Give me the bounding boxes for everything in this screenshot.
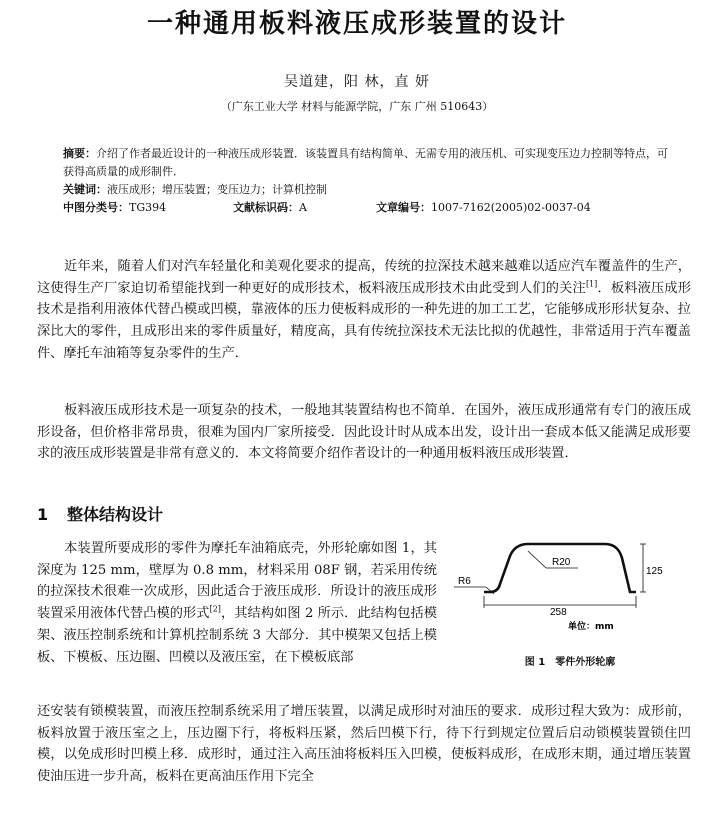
paragraph-section-2 [37,701,691,788]
paragraph-section-1 [37,538,437,668]
paragraph-text: ．板料液压成形技术是指利用液体代替凸模或凹模，靠液体的压力使板料成形的一种先进的加工工艺，它能够成形形状复杂、拉深比大的零件，且成形出来的零件质量好，精度高，具有传统拉深技术无法比拟的优越性，非常适用于汽车覆盖件、摩托车油箱等复杂零件的生产． [37,280,692,361]
paragraph-text: ，其结构如图 2 所示．此结构包括模架、液压控制系统和计算机控制系统 3 大部分．其中模架又包括上模板、下模板、压边圈、凹模以及液压室，在下模板底部 [37,606,437,665]
article-number [376,199,591,217]
paragraph-text: 近年来，随着人们对汽车轻量化和美观化要求的提高，传统的拉深技术越来越难以适应汽车覆盖件的生产，这使得生产厂家迫切希望能找到一种更好的成形技术，板料液压成形技术由此受到人们的关注 [37,259,691,296]
clc-code [63,199,166,217]
affiliation: （广东工业大学 材料与能源学院，广东 广州 510643） [220,100,494,113]
keywords [63,181,673,199]
section-title: 整体结构设计 [67,505,164,524]
unit-label: 单位：mm [568,622,614,632]
citation-1: [1] [585,279,598,289]
paragraph-text: 本装置所要成形的零件为摩托车油箱底壳，外形轮廓如图 1，其深度为 125 mm，壁厚为 0.8 mm，材料采用 08F 钢，若采用传统的拉深技术很难一次成形，因此适合于液压成形．所设计的液压成形装置采用液体代替凸模的形式 [37,541,437,622]
abstract-text: 介绍了作者最近设计的一种液压成形装置．该装置具有结构简单、无需专用的液压机、可实现变压边力控制等特点，可获得高质量的成形制件． [63,147,668,178]
section-heading [37,504,163,526]
clc-label: 中图分类号： [63,201,129,214]
r20-leader [528,551,546,568]
r20-label: R20 [552,557,571,568]
clc-value: TG394 [129,201,167,214]
figure-caption: 图 1 零件外形轮廓 [524,657,616,668]
citation-2: [2] [209,604,221,614]
abstract [63,145,673,181]
r6-label: R6 [458,576,471,587]
article-label: 文章编号： [376,201,431,214]
paragraph-intro-2 [37,400,691,465]
dim-125-label: 125 [646,566,663,577]
paragraph-intro-1 [37,256,691,365]
paper-title: 一种通用板料液压成形装置的设计 [146,9,567,39]
section-number: 1 [37,505,49,524]
doc-code [233,199,307,217]
article-value: 1007-7162(2005)02-0037-04 [431,201,591,214]
profile-drawing [450,542,690,652]
keywords-label: 关键词： [63,183,107,196]
dim-258-label: 258 [550,607,567,618]
abstract-label: 摘要： [63,147,96,160]
keywords-text: 液压成形；增压装置；变压边力；计算机控制 [107,183,327,196]
paragraph-text: 板料液压成形技术是一项复杂的技术，一般地其装置结构也不简单．在国外，液压成形通常有专门的液压成形设备，但价格非常昂贵，很难为国内厂家所接受．因此设计时从成本出发，设计出一套成本低又能满足成形要求的液压成形装置是非常有意义的．本文将简要介绍作者设计的一种通用板料液压成形装置． [37,403,691,462]
authors: 吴道建，阳 林，直 妍 [284,74,430,90]
paragraph-text: 还安装有锁模装置，而液压控制系统采用了增压装置，以满足成形时对油压的要求．成形过程大致为：成形前，板料放置于液压室之上，压边圈下行，将板料压紧，然后凹模下行，待下行到规定位置后启动锁模装置锁住凹模，以免成形时凹模上移．成形时，通过注入高压油将板料压入凹模，使板料成形，在成形末期，通过增压装置使油压进一步升高，板料在更高油压作用下完全 [37,704,691,785]
doc-label: 文献标识码： [233,201,299,214]
doc-value: A [299,201,307,214]
